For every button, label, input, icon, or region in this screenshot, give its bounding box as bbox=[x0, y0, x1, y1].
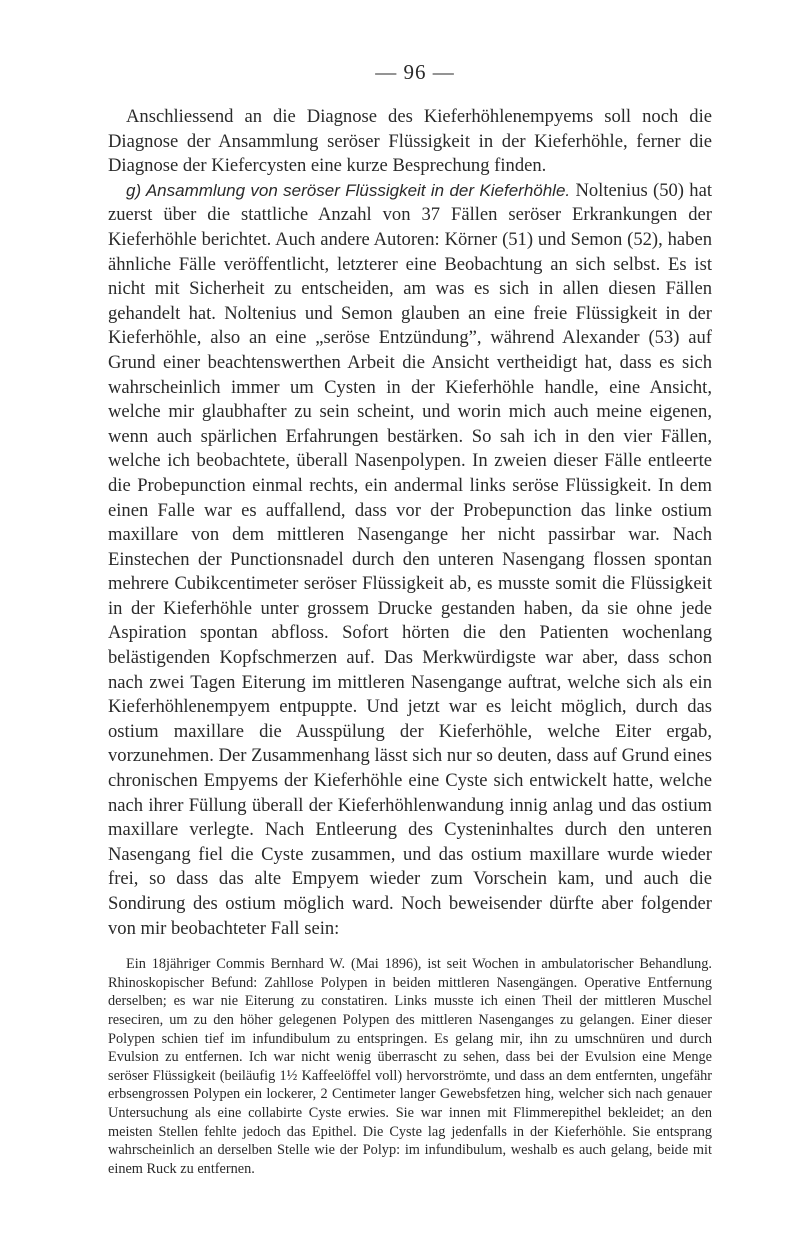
section-g-heading: g) Ansammlung von seröser Flüssigkeit in der Kieferhöhle. bbox=[126, 180, 571, 200]
page-number: — 96 — bbox=[375, 60, 455, 84]
section-g-body: Noltenius (50) hat zuerst über die stattliche Anzahl von 37 Fällen seröser Erkrankungen der Kieferhöhle berichtet. Auch andere Autoren: Körner (51) und Semon (52), haben ähnliche Fälle veröffentlicht, letzterer eine Beobachtung an sich selbst. Es ist nicht mit Sicherheit zu entscheiden, am was es sich in allen diesen Fällen gehandelt hat. Noltenius und Semon glauben an eine freie Flüssigkeit in der Kieferhöhle, also an eine „seröse Entzündung”, während Alexander (53) auf Grund einer beachtenswerthen Arbeit die Ansicht vertheidigt hat, dass es sich wahrscheinlich immer um Cysten in der Kieferhöhle handle, eine Ansicht, welche mir glaubhafter zu sein scheint, und worin mich auch meine eigenen, wenn auch spärlichen Erfahrungen bestärken. So sah ich in den vier Fällen, welche ich beobachtete, überall Nasenpolypen. In zweien dieser Fälle entleerte die Probepunction einmal rechts, ein andermal links seröse Flüssigkeit. In dem einen Falle war es auffallend, dass vor der Probepunction das linke ostium maxillare von dem mittleren Nasengange her nicht passirbar war. Nach Einstechen der Punctionsnadel durch den unteren Nasengang flossen spontan mehrere Cubikcentimeter seröser Flüssigkeit ab, es musste somit die Flüssigkeit in der Kieferhöhle unter grossem Drucke gestanden haben, da sie ohne jede Aspiration spontan abfloss. Sofort hörten die den Patienten wochenlang belästigenden Kopfschmerzen auf. Das Merkwürdigste war aber, dass schon nach zwei Tagen Eiterung im mittleren Nasengange auftrat, welche sich als ein Kieferhöhlenempyem entpuppte. Und jetzt war es leicht möglich, durch das ostium maxillare die Ausspülung der Kieferhöhle, welche Eiter ergab, vorzunehmen. Der Zusammenhang lässt sich nur so deuten, dass auf Grund eines chronischen Empyems der Kieferhöhle eine Cyste sich entwickelt hatte, welche nach ihrer Füllung überall der Kieferhöhlenwandung innig anlag und das ostium maxillare verlegte. Nach Entleerung des Cysteninhaltes durch den unteren Nasengang fiel die Cyste zusammen, und das ostium maxillare wurde wieder frei, so dass das alte Empyem wieder zum Vorschein kam, und auch die Sondirung des ostium möglich ward. Noch beweisender dürfte aber folgender von mir beobachteter Fall sein: bbox=[108, 179, 713, 939]
section-g-paragraph bbox=[108, 179, 712, 941]
case-report-paragraph: Ein 18jähriger Commis Bernhard W. (Mai 1896), ist seit Wochen in ambulatorischer Behandlung. Rhinoskopischer Befund: Zahllose Polypen in beiden mittleren Nasengängen. Operative Entfernung derselben; es war nie Eiterung zu constatiren. Links musste ich einen Theil der mittleren Muschel reseciren, um zu den höher gelegenen Polypen des mittleren Nasenganges zu gelangen. Einer dieser Polypen schien tief im infundibulum zu entspringen. Es gelang mir, ihn zu umschnüren und durch Evulsion zu entfernen. Ich war nicht wenig überrascht zu sehen, dass bei der Evulsion eine Menge seröser Flüssigkeit (beiläufig 1½ Kaffeelöffel voll) hervorströmte, und dass an dem entfernten, ungefähr erbsengrossen Polypen ein lockerer, 2 Centimeter langer Gewebsfetzen hing, welcher sich nach genauer Untersuchung als eine collabirte Cyste erwies. Sie war innen mit Flimmerepithel bekleidet; an den meisten Stellen fehlte jedoch das Epithel. Die Cyste lag jedenfalls in der Kieferhöhle. Sie entsprang wahrscheinlich an derselben Stelle wie der Polyp: im infundibulum, weshalb es auch gelang, beide mit einem Ruck zu entfernen. bbox=[108, 956, 712, 1177]
document-page bbox=[108, 60, 712, 1193]
intro-paragraph: Anschliessend an die Diagnose des Kieferhöhlenempyems soll noch die Diagnose der Ansammlung seröser Flüssigkeit in der Kieferhöhle, ferner die Diagnose der Kiefercysten eine kurze Besprechung finden. bbox=[108, 106, 712, 177]
